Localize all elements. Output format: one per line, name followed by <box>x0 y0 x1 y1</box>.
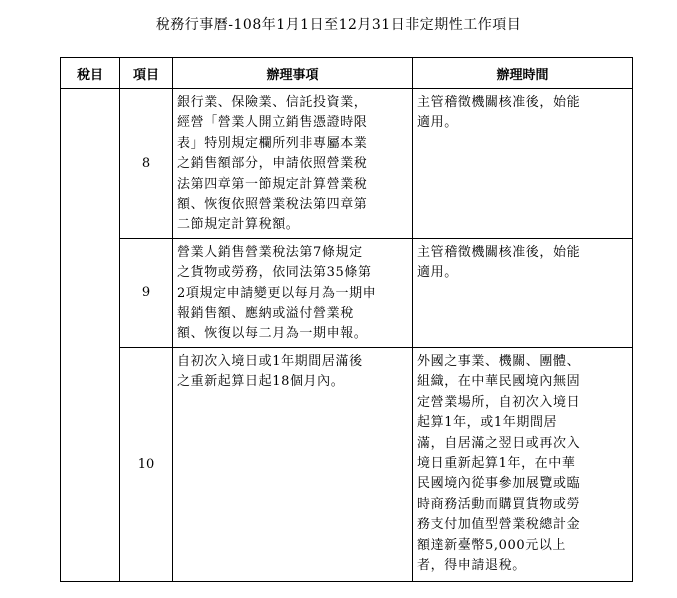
text-line: 額、恢復依照營業稅法第四章第 <box>177 197 368 213</box>
text-line: 二節規定計算稅額。 <box>177 217 300 233</box>
tax-cell <box>61 89 120 582</box>
text-line: 外國之事業、機關、團體、 <box>417 353 581 369</box>
text-line: 適用。 <box>417 115 458 131</box>
text-line: 定營業場所，自初次入境日 <box>417 394 581 410</box>
text-line: 時商務活動而購買貨物或勞 <box>417 496 581 512</box>
time-cell <box>413 238 633 347</box>
text-line: 起算1年，或1年期間居 <box>417 415 558 431</box>
text-line: 組織，在中華民國境內無固 <box>417 374 581 390</box>
header-matter: 辦理事項 <box>173 58 413 89</box>
text-line: 經營「營業人開立銷售憑證時限 <box>177 115 368 131</box>
time-lines <box>417 243 630 284</box>
header-item: 項目 <box>120 58 173 89</box>
text-line: 者，得申請退稅。 <box>417 557 526 573</box>
text-line: 境日重新起算1年，在中華 <box>417 455 576 471</box>
time-cell <box>413 347 633 581</box>
text-line: 營業人銷售營業稅法第7條規定 <box>177 244 363 260</box>
item-number: 8 <box>120 89 173 239</box>
time-lines <box>417 93 630 134</box>
text-line: 適用。 <box>417 265 458 281</box>
text-line: 銀行業、保險業、信託投資業， <box>177 95 368 110</box>
time-lines <box>417 352 630 576</box>
text-line: 2項規定申請變更以每月為一期申 <box>177 285 377 301</box>
text-line: 自初次入境日或1年期間居滿後 <box>177 353 363 369</box>
table-row <box>61 238 633 347</box>
time-cell <box>413 89 633 239</box>
header-row <box>61 58 633 89</box>
text-line: 報銷售額、應納或溢付營業稅 <box>177 306 354 322</box>
text-line: 法第四章第一節規定計算營業稅 <box>177 176 368 192</box>
page-title: 稅務行事曆-108年1月1日至12月31日非定期性工作項目 <box>155 17 522 33</box>
matter-cell <box>173 347 413 581</box>
matter-lines <box>177 93 410 236</box>
text-line: 主管稽徵機關核准後，始能 <box>417 95 581 110</box>
header-time: 辦理時間 <box>413 58 633 89</box>
text-line: 額、恢復以每二月為一期申報。 <box>177 326 368 342</box>
matter-lines <box>177 243 410 345</box>
matter-cell <box>173 238 413 347</box>
text-line: 之銷售額部分，申請依照營業稅 <box>177 156 368 172</box>
matter-cell <box>173 89 413 239</box>
item-number: 10 <box>120 347 173 581</box>
text-line: 之重新起算日起18個月內。 <box>177 374 345 390</box>
matter-lines <box>177 352 410 393</box>
header-tax: 稅目 <box>61 58 120 89</box>
text-line: 之貨物或勞務，依同法第35條第 <box>177 265 372 281</box>
text-line: 務支付加值型營業稅總計金 <box>417 517 581 533</box>
schedule-table <box>60 57 633 582</box>
text-line: 主管稽徵機關核准後，始能 <box>417 244 581 260</box>
table-row <box>61 347 633 581</box>
item-number: 9 <box>120 238 173 347</box>
text-line: 滿，自居滿之翌日或再次入 <box>417 435 581 451</box>
text-line: 額達新臺幣5,000元以上 <box>417 537 567 553</box>
table-row <box>61 89 633 239</box>
text-line: 民國境內從事參加展覽或臨 <box>417 476 581 492</box>
text-line: 表」特別規定欄所列非專屬本業 <box>177 135 368 151</box>
